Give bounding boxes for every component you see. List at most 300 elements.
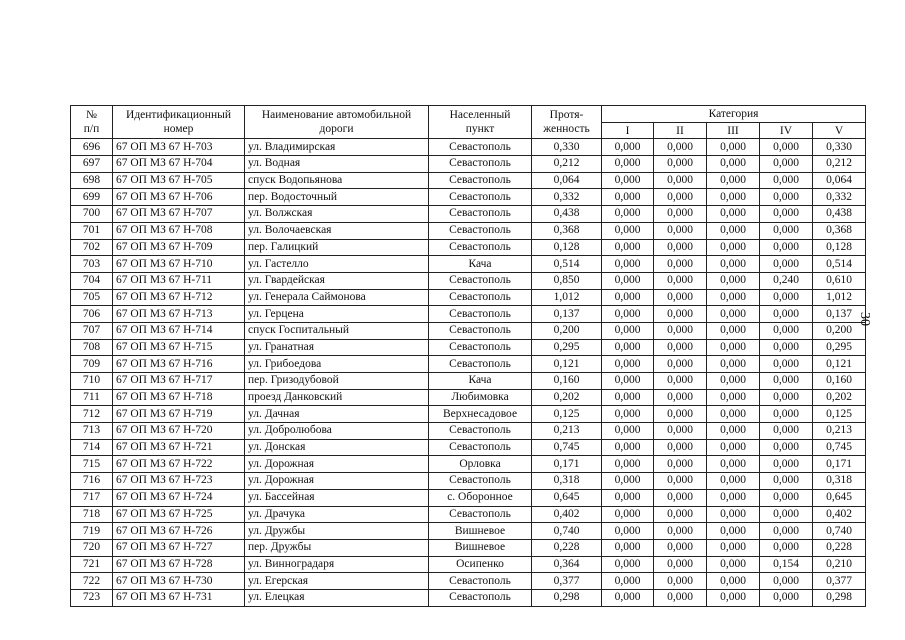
category-2-value: 0,000 xyxy=(654,306,707,323)
road-length: 0,514 xyxy=(532,256,602,273)
category-2-value: 0,000 xyxy=(654,506,707,523)
road-length: 0,850 xyxy=(532,272,602,289)
category-3-value: 0,000 xyxy=(707,156,760,173)
category-3-value: 0,000 xyxy=(707,322,760,339)
category-1-value: 0,000 xyxy=(602,189,654,206)
roads-table xyxy=(70,105,866,607)
category-5-value: 0,137 xyxy=(813,306,866,323)
category-4-value: 0,000 xyxy=(760,473,813,490)
table-row xyxy=(71,322,866,339)
road-name: ул. Дорожная xyxy=(245,473,429,490)
category-4-value: 0,000 xyxy=(760,573,813,590)
category-3-value: 0,000 xyxy=(707,289,760,306)
row-number: 707 xyxy=(71,322,113,339)
settlement: Севастополь xyxy=(429,506,532,523)
road-name: ул. Грибоедова xyxy=(245,356,429,373)
header-cat-5: V xyxy=(813,122,866,139)
road-name: ул. Донская xyxy=(245,439,429,456)
category-4-value: 0,000 xyxy=(760,189,813,206)
road-length: 0,295 xyxy=(532,339,602,356)
category-2-value: 0,000 xyxy=(654,489,707,506)
road-id: 67 ОП МЗ 67 Н-720 xyxy=(113,423,245,440)
settlement: Севастополь xyxy=(429,473,532,490)
road-name: пер. Галицкий xyxy=(245,239,429,256)
settlement: Орловка xyxy=(429,456,532,473)
row-number: 703 xyxy=(71,256,113,273)
category-2-value: 0,000 xyxy=(654,172,707,189)
category-4-value: 0,240 xyxy=(760,272,813,289)
row-number: 708 xyxy=(71,339,113,356)
road-length: 0,064 xyxy=(532,172,602,189)
road-length: 0,438 xyxy=(532,206,602,223)
table-row xyxy=(71,239,866,256)
table-header xyxy=(71,106,866,139)
category-1-value: 0,000 xyxy=(602,322,654,339)
category-2-value: 0,000 xyxy=(654,272,707,289)
row-number: 696 xyxy=(71,139,113,156)
header-settlement: Населенный пункт xyxy=(429,106,532,139)
road-id: 67 ОП МЗ 67 Н-708 xyxy=(113,222,245,239)
category-1-value: 0,000 xyxy=(602,573,654,590)
category-5-value: 0,610 xyxy=(813,272,866,289)
category-3-value: 0,000 xyxy=(707,373,760,390)
road-length: 0,402 xyxy=(532,506,602,523)
road-id: 67 ОП МЗ 67 Н-705 xyxy=(113,172,245,189)
category-5-value: 0,128 xyxy=(813,239,866,256)
road-name: ул. Дружбы xyxy=(245,523,429,540)
category-1-value: 0,000 xyxy=(602,289,654,306)
road-name: пер. Дружбы xyxy=(245,539,429,556)
road-id: 67 ОП МЗ 67 Н-731 xyxy=(113,589,245,606)
category-1-value: 0,000 xyxy=(602,389,654,406)
table-row xyxy=(71,456,866,473)
table-row xyxy=(71,272,866,289)
category-2-value: 0,000 xyxy=(654,523,707,540)
category-3-value: 0,000 xyxy=(707,589,760,606)
road-id: 67 ОП МЗ 67 Н-725 xyxy=(113,506,245,523)
category-5-value: 0,295 xyxy=(813,339,866,356)
road-id: 67 ОП МЗ 67 Н-726 xyxy=(113,523,245,540)
category-3-value: 0,000 xyxy=(707,306,760,323)
table-row xyxy=(71,523,866,540)
settlement: Севастополь xyxy=(429,289,532,306)
row-number: 722 xyxy=(71,573,113,590)
category-5-value: 0,745 xyxy=(813,439,866,456)
road-name: ул. Владимирская xyxy=(245,139,429,156)
category-4-value: 0,000 xyxy=(760,506,813,523)
road-name: ул. Дорожная xyxy=(245,456,429,473)
header-category: Категория xyxy=(602,106,866,123)
road-length: 0,160 xyxy=(532,373,602,390)
road-name: ул. Водная xyxy=(245,156,429,173)
row-number: 699 xyxy=(71,189,113,206)
road-name: ул. Гвардейская xyxy=(245,272,429,289)
table-row xyxy=(71,156,866,173)
category-3-value: 0,000 xyxy=(707,339,760,356)
category-5-value: 0,318 xyxy=(813,473,866,490)
category-4-value: 0,000 xyxy=(760,239,813,256)
category-3-value: 0,000 xyxy=(707,539,760,556)
category-4-value: 0,000 xyxy=(760,306,813,323)
category-3-value: 0,000 xyxy=(707,139,760,156)
category-2-value: 0,000 xyxy=(654,256,707,273)
table-row xyxy=(71,473,866,490)
table-row xyxy=(71,589,866,606)
category-3-value: 0,000 xyxy=(707,272,760,289)
category-5-value: 0,200 xyxy=(813,322,866,339)
row-number: 713 xyxy=(71,423,113,440)
settlement: Севастополь xyxy=(429,239,532,256)
category-5-value: 0,332 xyxy=(813,189,866,206)
settlement: Севастополь xyxy=(429,272,532,289)
table-row xyxy=(71,306,866,323)
table-row xyxy=(71,373,866,390)
settlement: Севастополь xyxy=(429,339,532,356)
road-id: 67 ОП МЗ 67 Н-715 xyxy=(113,339,245,356)
category-5-value: 0,213 xyxy=(813,423,866,440)
road-length: 0,228 xyxy=(532,539,602,556)
settlement: Севастополь xyxy=(429,306,532,323)
table-body xyxy=(71,139,866,606)
settlement: Севастополь xyxy=(429,423,532,440)
table-row xyxy=(71,573,866,590)
settlement: Севастополь xyxy=(429,172,532,189)
road-length: 0,377 xyxy=(532,573,602,590)
table-row xyxy=(71,539,866,556)
road-id: 67 ОП МЗ 67 Н-714 xyxy=(113,322,245,339)
road-length: 0,171 xyxy=(532,456,602,473)
settlement: Кача xyxy=(429,373,532,390)
road-id: 67 ОП МЗ 67 Н-716 xyxy=(113,356,245,373)
category-1-value: 0,000 xyxy=(602,423,654,440)
road-length: 0,137 xyxy=(532,306,602,323)
row-number: 721 xyxy=(71,556,113,573)
road-id: 67 ОП МЗ 67 Н-724 xyxy=(113,489,245,506)
category-5-value: 0,377 xyxy=(813,573,866,590)
category-3-value: 0,000 xyxy=(707,489,760,506)
category-4-value: 0,000 xyxy=(760,539,813,556)
road-length: 0,128 xyxy=(532,239,602,256)
row-number: 720 xyxy=(71,539,113,556)
category-3-value: 0,000 xyxy=(707,206,760,223)
header-cat-3: III xyxy=(707,122,760,139)
category-1-value: 0,000 xyxy=(602,172,654,189)
road-length: 0,330 xyxy=(532,139,602,156)
category-3-value: 0,000 xyxy=(707,423,760,440)
category-1-value: 0,000 xyxy=(602,439,654,456)
road-length: 0,125 xyxy=(532,406,602,423)
row-number: 710 xyxy=(71,373,113,390)
category-2-value: 0,000 xyxy=(654,389,707,406)
category-1-value: 0,000 xyxy=(602,239,654,256)
row-number: 706 xyxy=(71,306,113,323)
settlement: Севастополь xyxy=(429,589,532,606)
category-1-value: 0,000 xyxy=(602,156,654,173)
row-number: 701 xyxy=(71,222,113,239)
table-row xyxy=(71,406,866,423)
table-row xyxy=(71,172,866,189)
road-id: 67 ОП МЗ 67 Н-722 xyxy=(113,456,245,473)
road-name: пер. Гризодубовой xyxy=(245,373,429,390)
category-2-value: 0,000 xyxy=(654,206,707,223)
road-id: 67 ОП МЗ 67 Н-728 xyxy=(113,556,245,573)
road-name: ул. Бассейная xyxy=(245,489,429,506)
category-1-value: 0,000 xyxy=(602,256,654,273)
category-3-value: 0,000 xyxy=(707,506,760,523)
category-4-value: 0,000 xyxy=(760,139,813,156)
category-3-value: 0,000 xyxy=(707,523,760,540)
category-1-value: 0,000 xyxy=(602,589,654,606)
row-number: 702 xyxy=(71,239,113,256)
settlement: Любимовка xyxy=(429,389,532,406)
row-number: 711 xyxy=(71,389,113,406)
category-4-value: 0,000 xyxy=(760,589,813,606)
road-length: 0,202 xyxy=(532,389,602,406)
category-5-value: 1,012 xyxy=(813,289,866,306)
category-4-value: 0,000 xyxy=(760,423,813,440)
road-id: 67 ОП МЗ 67 Н-710 xyxy=(113,256,245,273)
category-5-value: 0,171 xyxy=(813,456,866,473)
category-2-value: 0,000 xyxy=(654,423,707,440)
table-row xyxy=(71,222,866,239)
settlement: Кача xyxy=(429,256,532,273)
row-number: 709 xyxy=(71,356,113,373)
settlement: Севастополь xyxy=(429,573,532,590)
road-id: 67 ОП МЗ 67 Н-717 xyxy=(113,373,245,390)
category-2-value: 0,000 xyxy=(654,439,707,456)
road-id: 67 ОП МЗ 67 Н-713 xyxy=(113,306,245,323)
category-4-value: 0,000 xyxy=(760,389,813,406)
category-5-value: 0,212 xyxy=(813,156,866,173)
road-name: ул. Дачная xyxy=(245,406,429,423)
row-number: 718 xyxy=(71,506,113,523)
category-2-value: 0,000 xyxy=(654,473,707,490)
category-1-value: 0,000 xyxy=(602,306,654,323)
table-row xyxy=(71,439,866,456)
table-row xyxy=(71,289,866,306)
road-id: 67 ОП МЗ 67 Н-704 xyxy=(113,156,245,173)
road-length: 0,745 xyxy=(532,439,602,456)
settlement: Севастополь xyxy=(429,439,532,456)
header-road-name: Наименование автомобильной дороги xyxy=(245,106,429,139)
category-4-value: 0,000 xyxy=(760,339,813,356)
table-row xyxy=(71,256,866,273)
category-5-value: 0,160 xyxy=(813,373,866,390)
category-1-value: 0,000 xyxy=(602,456,654,473)
settlement: с. Оборонное xyxy=(429,489,532,506)
road-length: 0,213 xyxy=(532,423,602,440)
row-number: 717 xyxy=(71,489,113,506)
road-id: 67 ОП МЗ 67 Н-706 xyxy=(113,189,245,206)
settlement: Севастополь xyxy=(429,139,532,156)
road-id: 67 ОП МЗ 67 Н-711 xyxy=(113,272,245,289)
road-length: 0,212 xyxy=(532,156,602,173)
road-length: 0,318 xyxy=(532,473,602,490)
category-4-value: 0,000 xyxy=(760,172,813,189)
road-id: 67 ОП МЗ 67 Н-730 xyxy=(113,573,245,590)
road-name: ул. Герцена xyxy=(245,306,429,323)
category-1-value: 0,000 xyxy=(602,539,654,556)
category-3-value: 0,000 xyxy=(707,172,760,189)
header-cat-2: II xyxy=(654,122,707,139)
road-length: 0,364 xyxy=(532,556,602,573)
settlement: Севастополь xyxy=(429,206,532,223)
table-row xyxy=(71,139,866,156)
category-5-value: 0,210 xyxy=(813,556,866,573)
road-length: 0,645 xyxy=(532,489,602,506)
road-id: 67 ОП МЗ 67 Н-712 xyxy=(113,289,245,306)
category-4-value: 0,000 xyxy=(760,156,813,173)
road-name: ул. Егерская xyxy=(245,573,429,590)
settlement: Севастополь xyxy=(429,322,532,339)
category-1-value: 0,000 xyxy=(602,206,654,223)
category-2-value: 0,000 xyxy=(654,239,707,256)
category-3-value: 0,000 xyxy=(707,573,760,590)
category-3-value: 0,000 xyxy=(707,473,760,490)
table-row xyxy=(71,489,866,506)
header-num: № п/п xyxy=(71,106,113,139)
header-length: Протя- женность xyxy=(532,106,602,139)
row-number: 716 xyxy=(71,473,113,490)
category-2-value: 0,000 xyxy=(654,356,707,373)
category-2-value: 0,000 xyxy=(654,322,707,339)
row-number: 704 xyxy=(71,272,113,289)
table-row xyxy=(71,206,866,223)
road-name: проезд Данковский xyxy=(245,389,429,406)
category-4-value: 0,000 xyxy=(760,373,813,390)
category-2-value: 0,000 xyxy=(654,222,707,239)
category-1-value: 0,000 xyxy=(602,272,654,289)
category-1-value: 0,000 xyxy=(602,523,654,540)
road-name: спуск Госпитальный xyxy=(245,322,429,339)
category-3-value: 0,000 xyxy=(707,356,760,373)
table-row xyxy=(71,339,866,356)
road-name: спуск Водопьянова xyxy=(245,172,429,189)
category-3-value: 0,000 xyxy=(707,256,760,273)
category-4-value: 0,000 xyxy=(760,523,813,540)
category-2-value: 0,000 xyxy=(654,289,707,306)
row-number: 714 xyxy=(71,439,113,456)
category-3-value: 0,000 xyxy=(707,189,760,206)
row-number: 700 xyxy=(71,206,113,223)
category-3-value: 0,000 xyxy=(707,456,760,473)
road-name: ул. Волочаевская xyxy=(245,222,429,239)
category-3-value: 0,000 xyxy=(707,222,760,239)
category-1-value: 0,000 xyxy=(602,506,654,523)
category-2-value: 0,000 xyxy=(654,573,707,590)
category-4-value: 0,000 xyxy=(760,206,813,223)
row-number: 712 xyxy=(71,406,113,423)
table-row xyxy=(71,189,866,206)
road-length: 0,368 xyxy=(532,222,602,239)
road-name: пер. Водосточный xyxy=(245,189,429,206)
category-1-value: 0,000 xyxy=(602,406,654,423)
road-length: 0,200 xyxy=(532,322,602,339)
road-length: 0,121 xyxy=(532,356,602,373)
category-2-value: 0,000 xyxy=(654,156,707,173)
category-4-value: 0,000 xyxy=(760,356,813,373)
category-5-value: 0,645 xyxy=(813,489,866,506)
road-name: ул. Генерала Саймонова xyxy=(245,289,429,306)
category-3-value: 0,000 xyxy=(707,406,760,423)
road-id: 67 ОП МЗ 67 Н-703 xyxy=(113,139,245,156)
settlement: Севастополь xyxy=(429,156,532,173)
category-5-value: 0,298 xyxy=(813,589,866,606)
row-number: 715 xyxy=(71,456,113,473)
row-number: 719 xyxy=(71,523,113,540)
category-3-value: 0,000 xyxy=(707,556,760,573)
category-2-value: 0,000 xyxy=(654,373,707,390)
table-row xyxy=(71,389,866,406)
category-5-value: 0,228 xyxy=(813,539,866,556)
category-4-value: 0,000 xyxy=(760,289,813,306)
category-4-value: 0,000 xyxy=(760,222,813,239)
category-4-value: 0,000 xyxy=(760,489,813,506)
category-4-value: 0,154 xyxy=(760,556,813,573)
table-row xyxy=(71,423,866,440)
road-id: 67 ОП МЗ 67 Н-709 xyxy=(113,239,245,256)
road-name: ул. Добролюбова xyxy=(245,423,429,440)
category-5-value: 0,368 xyxy=(813,222,866,239)
row-number: 723 xyxy=(71,589,113,606)
category-5-value: 0,125 xyxy=(813,406,866,423)
settlement: Севастополь xyxy=(429,356,532,373)
road-id: 67 ОП МЗ 67 Н-707 xyxy=(113,206,245,223)
road-length: 0,332 xyxy=(532,189,602,206)
category-3-value: 0,000 xyxy=(707,239,760,256)
row-number: 697 xyxy=(71,156,113,173)
category-1-value: 0,000 xyxy=(602,139,654,156)
category-4-value: 0,000 xyxy=(760,256,813,273)
category-5-value: 0,402 xyxy=(813,506,866,523)
category-2-value: 0,000 xyxy=(654,189,707,206)
category-4-value: 0,000 xyxy=(760,439,813,456)
category-1-value: 0,000 xyxy=(602,473,654,490)
settlement: Севастополь xyxy=(429,189,532,206)
category-3-value: 0,000 xyxy=(707,439,760,456)
table-row xyxy=(71,506,866,523)
category-3-value: 0,000 xyxy=(707,389,760,406)
category-2-value: 0,000 xyxy=(654,556,707,573)
road-length: 0,298 xyxy=(532,589,602,606)
road-id: 67 ОП МЗ 67 Н-727 xyxy=(113,539,245,556)
road-length: 1,012 xyxy=(532,289,602,306)
header-cat-1: I xyxy=(602,122,654,139)
category-1-value: 0,000 xyxy=(602,373,654,390)
category-5-value: 0,438 xyxy=(813,206,866,223)
category-5-value: 0,330 xyxy=(813,139,866,156)
category-4-value: 0,000 xyxy=(760,456,813,473)
category-2-value: 0,000 xyxy=(654,339,707,356)
road-name: ул. Елецкая xyxy=(245,589,429,606)
table-row xyxy=(71,556,866,573)
settlement: Севастополь xyxy=(429,222,532,239)
road-name: ул. Гранатная xyxy=(245,339,429,356)
settlement: Вишневое xyxy=(429,523,532,540)
category-2-value: 0,000 xyxy=(654,139,707,156)
category-1-value: 0,000 xyxy=(602,556,654,573)
settlement: Вишневое xyxy=(429,539,532,556)
category-1-value: 0,000 xyxy=(602,339,654,356)
category-5-value: 0,514 xyxy=(813,256,866,273)
road-name: ул. Волжская xyxy=(245,206,429,223)
category-5-value: 0,121 xyxy=(813,356,866,373)
category-2-value: 0,000 xyxy=(654,589,707,606)
road-id: 67 ОП МЗ 67 Н-723 xyxy=(113,473,245,490)
road-id: 67 ОП МЗ 67 Н-718 xyxy=(113,389,245,406)
row-number: 698 xyxy=(71,172,113,189)
road-name: ул. Винноградаря xyxy=(245,556,429,573)
